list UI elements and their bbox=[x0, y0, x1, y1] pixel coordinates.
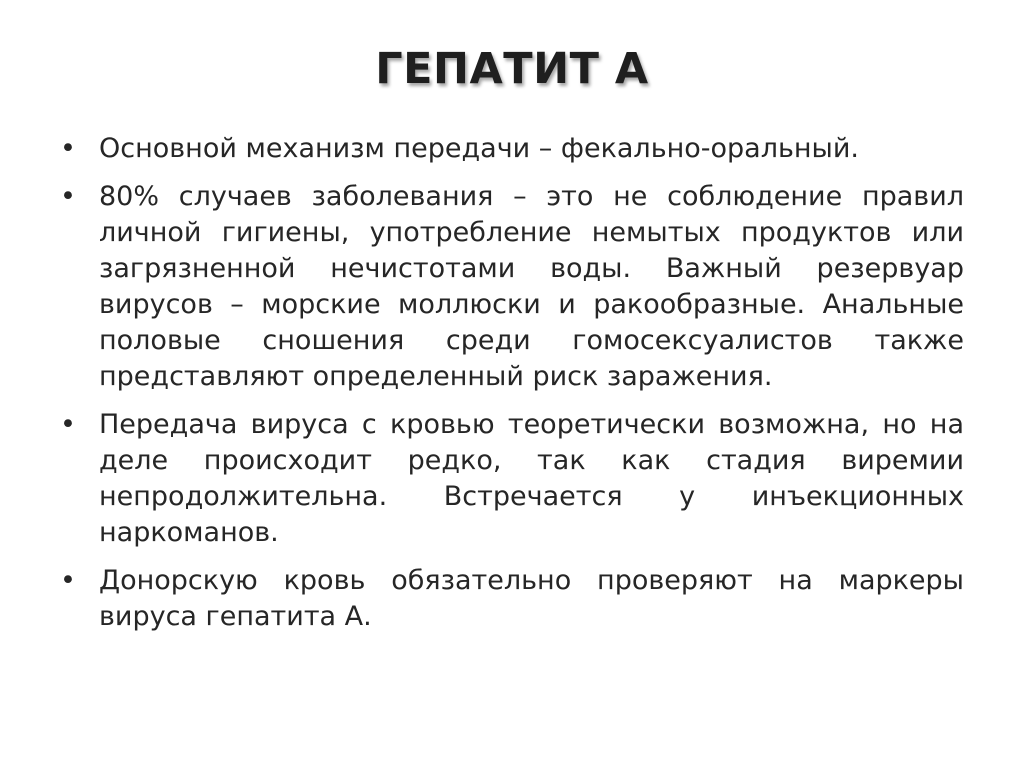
bullet-text: Передача вируса с кровью теоретически возможна, но на деле происходит редко, так как стадия виремии непродолжительна. Встречается у инъекционных наркоманов. bbox=[99, 409, 964, 548]
bullet-marker: • bbox=[60, 133, 76, 164]
slide-title: ГЕПАТИТ А bbox=[375, 44, 649, 94]
bullet-item bbox=[60, 563, 964, 635]
bullet-list bbox=[60, 131, 964, 647]
bullet-item bbox=[60, 407, 964, 551]
bullet-marker: • bbox=[60, 409, 76, 440]
bullet-text: 80% случаев заболевания – это не соблюдение правил личной гигиены, употребление немытых продуктов или загрязненной нечистотами воды. Важный резервуар вирусов – морские моллюски и ракообразные. Анальные половые сношения среди гомосексуалистов также представляют определенный риск заражения. bbox=[99, 181, 964, 392]
bullet-text: Основной механизм передачи – фекально-оральный. bbox=[99, 133, 859, 164]
bullet-marker: • bbox=[60, 565, 76, 596]
bullet-marker: • bbox=[60, 181, 76, 212]
bullet-item bbox=[60, 179, 964, 395]
bullet-text: Донорскую кровь обязательно проверяют на маркеры вируса гепатита А. bbox=[99, 565, 964, 632]
bullet-item bbox=[60, 131, 964, 167]
